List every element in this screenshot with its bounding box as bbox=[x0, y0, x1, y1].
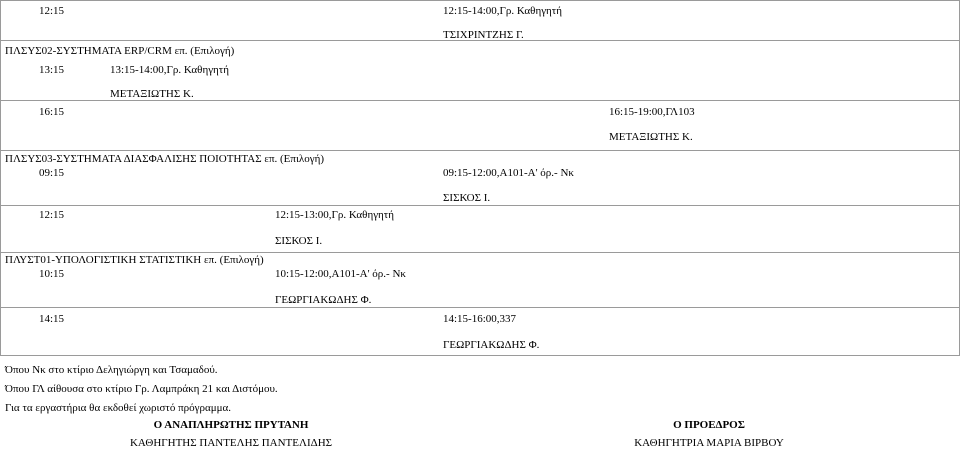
grid-line bbox=[0, 307, 960, 308]
signature-title-right: Ο ΠΡΟΕΔΡΟΣ bbox=[673, 419, 745, 431]
grid-line bbox=[0, 355, 960, 356]
slot-cell: 12:15-14:00,Γρ. Καθηγητή bbox=[443, 5, 562, 17]
signature-name-right: ΚΑΘΗΓΗΤΡΙΑ ΜΑΡΙΑ ΒΙΡΒΟΥ bbox=[634, 437, 784, 449]
note-line: Όπου ΓΛ αίθουσα στο κτίριο Γρ. Λαμπράκη 21 και Διστόμου. bbox=[5, 383, 278, 395]
note-line: Για τα εργαστήρια θα εκδοθεί χωριστό πρόγραμμα. bbox=[5, 402, 232, 414]
time-cell: 09:15 bbox=[39, 167, 65, 179]
time-cell: 14:15 bbox=[39, 313, 65, 325]
time-cell: 12:15 bbox=[39, 209, 65, 221]
time-cell: 10:15 bbox=[39, 268, 65, 280]
grid-line bbox=[0, 0, 1, 355]
teacher-cell: ΣΙΣΚΟΣ Ι. bbox=[443, 192, 491, 204]
teacher-cell: ΓΕΩΡΓΙΑΚΩΔΗΣ Φ. bbox=[443, 339, 540, 351]
course-header: ΠΛΣΥΣ02-ΣΥΣΤΗΜΑΤΑ ERP/CRM επ. (Επιλογή) bbox=[5, 45, 235, 57]
course-header: ΠΛΣΥΣ03-ΣΥΣΤΗΜΑΤΑ ΔΙΑΣΦΑΛΙΣΗΣ ΠΟΙΟΤΗΤΑΣ επ. (Επιλογή) bbox=[5, 153, 325, 165]
signature-title-left: Ο ΑΝΑΠΛΗΡΩΤΗΣ ΠΡΥΤΑΝΗ bbox=[153, 419, 309, 431]
teacher-cell: ΜΕΤΑΞΙΩΤΗΣ Κ. bbox=[110, 88, 194, 100]
note-line: Όπου Νκ στο κτίριο Δεληγιώργη και Τσαμαδού. bbox=[5, 364, 218, 376]
grid-line bbox=[0, 252, 960, 253]
slot-cell: 16:15-19:00,ΓΛ103 bbox=[609, 106, 695, 118]
time-cell: 16:15 bbox=[39, 106, 65, 118]
teacher-cell: ΣΙΣΚΟΣ Ι. bbox=[275, 235, 323, 247]
grid-line bbox=[0, 0, 960, 1]
slot-cell: 14:15-16:00,337 bbox=[443, 313, 517, 325]
time-cell: 13:15 bbox=[39, 64, 65, 76]
slot-cell: 12:15-13:00,Γρ. Καθηγητή bbox=[275, 209, 394, 221]
slot-cell: 09:15-12:00,Α101-Α' όρ.- Νκ bbox=[443, 167, 574, 179]
teacher-cell: ΜΕΤΑΞΙΩΤΗΣ Κ. bbox=[609, 131, 693, 143]
slot-cell: 13:15-14:00,Γρ. Καθηγητή bbox=[110, 64, 229, 76]
teacher-cell: ΓΕΩΡΓΙΑΚΩΔΗΣ Φ. bbox=[275, 294, 372, 306]
slot-cell: 10:15-12:00,Α101-Α' όρ.- Νκ bbox=[275, 268, 406, 280]
grid-line bbox=[0, 150, 960, 151]
grid-line bbox=[0, 205, 960, 206]
time-cell: 12:15 bbox=[39, 5, 65, 17]
teacher-cell: ΤΣΙΧΡΙΝΤΖΗΣ Γ. bbox=[443, 29, 524, 41]
course-header: ΠΛΥΣΤ01-ΥΠΟΛΟΓΙΣΤΙΚΗ ΣΤΑΤΙΣΤΙΚΗ επ. (Επιλογή) bbox=[5, 254, 264, 266]
signature-name-left: ΚΑΘΗΓΗΤΗΣ ΠΑΝΤΕΛΗΣ ΠΑΝΤΕΛΙΔΗΣ bbox=[129, 437, 333, 449]
